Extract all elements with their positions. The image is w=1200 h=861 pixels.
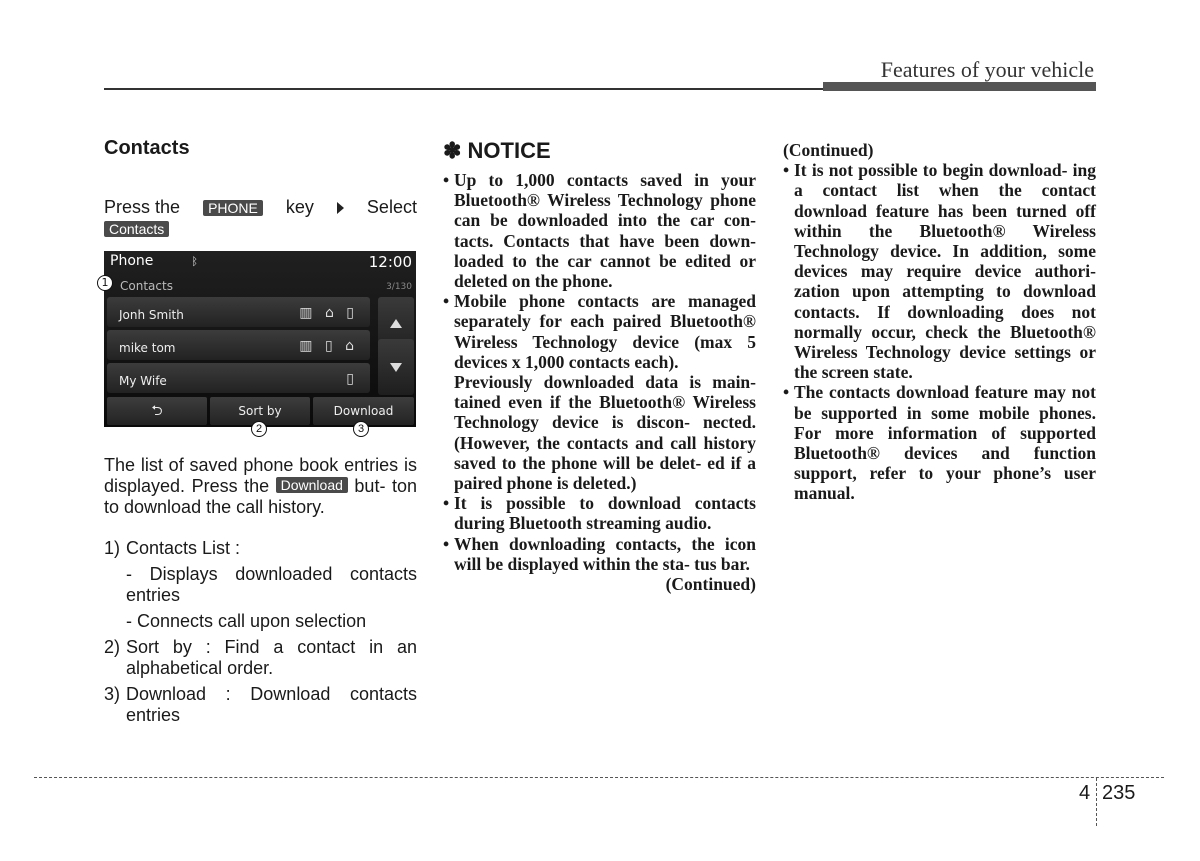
phone-screen [101,251,416,427]
callout-3: 3 [353,421,369,437]
notice-paragraph: Previously downloaded data is main- tained even if the Bluetooth® Wireless Technology device is discon- nected. (However, the contacts and call history saved to the phone will be delet- ed if a paired phone is deleted.) [454,372,756,494]
download-label: Download [333,404,394,418]
list-item [104,684,417,726]
notice-bullet: • The contacts download feature may not be supported in some mobile phones. For more information of supported Bluetooth® devices and function support, refer to your phone’s user manual. [783,382,1096,503]
download-key: Download [276,477,348,493]
item-text: Contacts List : [126,538,241,558]
back-icon: ⮌ [151,403,163,419]
list-header [104,273,416,293]
notice-heading: ✽ NOTICE [443,138,551,163]
bluetooth-icon: ᛒ [191,254,198,268]
notice-bullet: • It is not possible to begin download- ing a contact list when the contact download feature has been turned off within the Bluetooth® Wireless Technology device. In addition, some devices may require device authori- zation upon attempting to download contacts. If downloading does not normally occur, check the Bluetooth® Wireless Technology device settings or the screen state. [783,160,1096,382]
contact-name: Jonh Smith [119,308,184,322]
list-title: Contacts [120,279,173,293]
header-tab [823,82,1096,91]
contact-name: mike tom [119,341,176,355]
status-bar [104,251,416,271]
continued-label: (Continued) [665,574,756,595]
notice-bullet: • When downloading contacts, the icon will be displayed within the sta- tus bar. [443,534,756,574]
back-button[interactable] [107,397,207,425]
key-text: key [285,197,314,217]
contact-type-icons: ▥ ⌂ ▯ [299,305,358,321]
section-heading: Contacts [104,137,190,159]
select-text: Select [366,197,417,217]
feature-list [104,538,417,726]
description-text-2: but- ton to download the call history. [104,476,417,517]
callout-1: 1 [97,275,113,291]
footer-divider [1096,778,1097,826]
scroll-down-button[interactable] [378,339,414,395]
list-item [104,564,417,606]
footer-rule [34,777,1164,778]
notice-bullet: • Mobile phone contacts are managed separately for each paired Bluetooth® Wireless Technology device (max 5 devices x 1,000 contacts each). [443,291,756,372]
item-number: 2) [104,637,121,657]
contact-type-icons: ▥ ▯ ⌂ [299,338,358,354]
header-title: Features of your vehicle [880,57,1094,82]
contact-row[interactable] [107,363,370,393]
description-text: The list of saved phone book entries is displayed. Press the [104,455,417,496]
sort-by-label: Sort by [238,404,282,418]
item-number: 1) [104,538,121,558]
callout-2: 2 [251,421,267,437]
description [104,455,417,518]
press-text: Press the [104,197,181,217]
arrow-right-icon [337,202,344,214]
contact-row[interactable] [107,297,370,327]
page-number: 235 [1102,782,1136,804]
clock: 12:00 [368,253,412,271]
contact-count: 3/130 [386,282,412,292]
instruction-line [104,197,417,218]
app-title: Phone [110,252,154,269]
chapter-number: 4 [1079,782,1091,804]
continued-column [783,140,1096,504]
list-item [104,637,417,679]
triangle-up-icon [390,319,402,328]
item-number: 3) [104,684,121,704]
contact-row[interactable] [107,330,370,360]
contacts-key: Contacts [104,221,169,237]
contact-name: My Wife [119,374,167,388]
list-item [104,538,417,559]
list-item [104,611,417,632]
notice-bullet: • Up to 1,000 contacts saved in your Bluetooth® Wireless Technology phone can be downloaded into the car con- tacts. Contacts that have been down- loaded to the car cannot be edited or deleted on the phone. [443,170,756,291]
phone-key: PHONE [203,200,263,216]
notice-bullet: • It is possible to download contacts during Bluetooth streaming audio. [443,493,756,533]
contacts-column [101,137,417,726]
continued-label: (Continued) [783,140,874,160]
item-text: Sort by : Find a contact in an alphabetical order. [126,637,417,678]
item-text: - Connects call upon selection [126,611,367,631]
item-text: Download : Download contacts entries [126,684,417,725]
item-text: - Displays downloaded contacts entries [126,564,417,605]
triangle-down-icon [390,363,402,372]
contact-type-icons: ▯ [346,371,358,387]
notice-column [443,138,756,594]
